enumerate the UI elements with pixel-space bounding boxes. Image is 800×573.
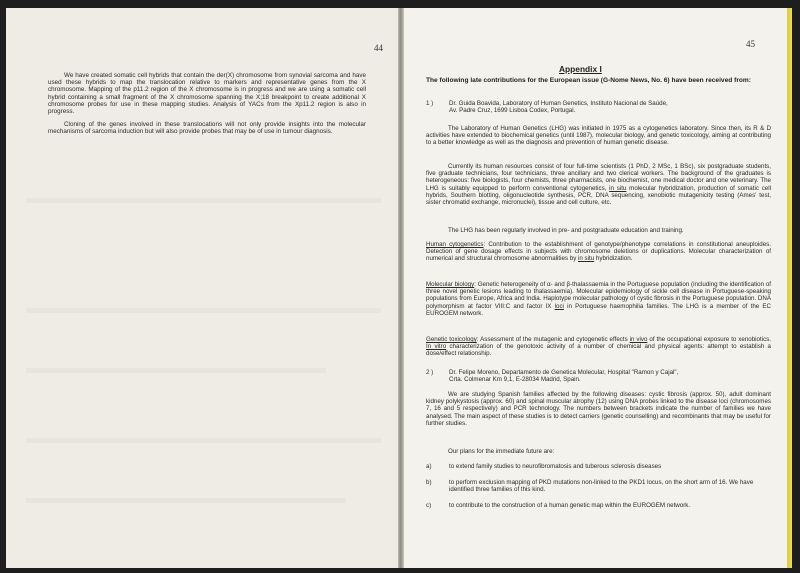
paragraph: Our plans for the immediate future are: <box>448 448 555 455</box>
plan-item: b) to perform exclusion mapping of PKD mutations non-linked to the PKD1 locus, on the short arm of 16. We have identified three families of this kind. <box>426 479 754 494</box>
entry-line: Dr. Felipe Moreno, Departamento de Genetica Molecular, Hospital "Ramon y Cajal", <box>449 369 679 376</box>
entry-line: Crta. Colmenar Km 9,1, E-28034 Madrid, Spain. <box>449 376 581 384</box>
show-through <box>26 438 381 443</box>
entry-number: 1 ) <box>426 100 434 107</box>
appendix-intro: The following late contributions for the European issue (G-Nome News, No. 6) have been received from: <box>426 77 751 84</box>
paragraph: The LHG has been regularly involved in pre- and postgraduate education and training. <box>448 227 684 234</box>
plan-item: a) to extend family studies to neurofibromatosis and tuberous sclerosis diseases <box>426 463 662 470</box>
cytogenetics-section: Human cytogenetics: Contribution to the establishment of genotype/phenotype correlations in constitutional aneuploides. Detection of gene dosage effects in subjects with chromosome deletions or duplications. Molecular characterization of numerical and structural chromosome abnormalities by in situ hybridization. <box>426 241 771 263</box>
paragraph: The Laboratory of Human Genetics (LHG) was initiated in 1975 as a cytogenetics laboratory. Since then, its R & D activities have extended to biochemical genetics (until 1987), molecular biology, and genetic toxicology, aiming at contributing to a better knowledge as well as the diagnosis and prevention of human genetic disease. <box>426 125 771 147</box>
left-page <box>6 8 398 568</box>
contributor-entry <box>426 100 776 116</box>
plan-item: c) to contribute to the construction of a human genetic map within the EUROGEM network. <box>426 502 691 509</box>
section-heading: Genetic toxicology <box>426 336 477 343</box>
show-through <box>26 368 326 373</box>
entry-number: 2 ) <box>426 369 434 376</box>
entry-line: Av. Padre Cruz, 1699 Lisboa Codex, Portugal. <box>449 107 576 115</box>
right-page <box>404 8 787 568</box>
paragraph: We have created somatic cell hybrids that contain the der(X) chromosome from synovial sarcoma and have used these hybrids to map the translocation relative to markers and representative genes from the X chromosome. Mapping of the p11.2 region of the X chromosome is in progress and we are using a somatic cell hybrid containing a small fragment of the X chromosome spanning the X;18 breakpoint to create additional X chromosome probes for use in these mapping studies. Analysis of YACs from the Xp11.2 region is also in progress. <box>48 72 366 116</box>
molecular-biology-section: Molecular biology: Genetic heterogeneity of α- and β-thalassaemia in the Portuguese population (including the identification of three novel genetic lesions leading to thalassaemia). Molecular epidemiology of sickle cell disease in Portuguese-speaking populations from Europe, Africa and India. Haplotype molecular pathology of cystic fibrosis in the Portuguese population. DNA polymorphism at factor VIII:C and factor IX loci in Portuguese haemophilia families. The LHG is a member of the EC EUROGEM network. <box>426 281 771 317</box>
document-spread <box>6 8 792 568</box>
paragraph: We are studying Spanish families affected by the following diseases: cystic fibrosis (approx. 50), adult dominant kidney polykystosis (approx. 60) and spinal muscular atrophy (12) using DNA probes linked to the disease loci (chromosomes 7, 16 and 5 respectively) and PCR technology. The numbers between brackets indicate the number of families we have analysed. The main aspect of these studies is to detect carriers (genetic counselling) and recombinants that may be useful for further studies. <box>426 391 771 427</box>
show-through <box>26 498 346 503</box>
page-number: 44 <box>374 43 383 53</box>
show-through <box>26 308 381 313</box>
left-body <box>48 72 366 142</box>
appendix-title: Appendix I <box>559 64 602 74</box>
page-edge <box>787 8 792 568</box>
page-number: 45 <box>746 39 755 49</box>
paragraph: Cloning of the genes involved in these translocations will not only provide insights into the molecular mechanisms of sarcoma induction but will also provide probes that may be of use in tumour diagnosis. <box>48 121 366 136</box>
genetic-toxicology-section: Genetic toxicology: Assessment of the mutagenic and cytogenetic effects in vivo of the occupational exposure to xenobiotics. In vitro characterization of the genotoxic activity of a number of chemical and physical agents: attempt to establish a dose/effect relationship. <box>426 336 771 358</box>
show-through <box>26 198 381 203</box>
paragraph: Currently its human resources consist of four full-time scientists (1 PhD, 2 MSc, 1 BSc), six postgraduate students, five graduate technicians, four technicians, three ancillary and two clerical workers. The background of the graduates is heterogeneous: five biologists, four chemists, three pharmacists, one biochemist, one medical doctor and one veterinary. The LHG is suitably equipped to perform conventional cytogenetics, in situ molecular hybridization, production of somatic cell hybrids, Southern blotting, oligonucleotide synthesis, PCR, DNA sequencing, xenobiotic mutagenicity testing (Ames' test, sister chromatid exchange, micronuclei), tissue and cell culture, etc. <box>426 163 771 207</box>
section-heading: Molecular biology <box>426 281 475 288</box>
entry-line: Dr. Guida Boavida, Laboratory of Human Genetics, Instituto Nacional de Saúde, <box>449 100 668 107</box>
contributor-entry <box>426 369 776 385</box>
section-heading: Human cytogenetics <box>426 241 484 248</box>
